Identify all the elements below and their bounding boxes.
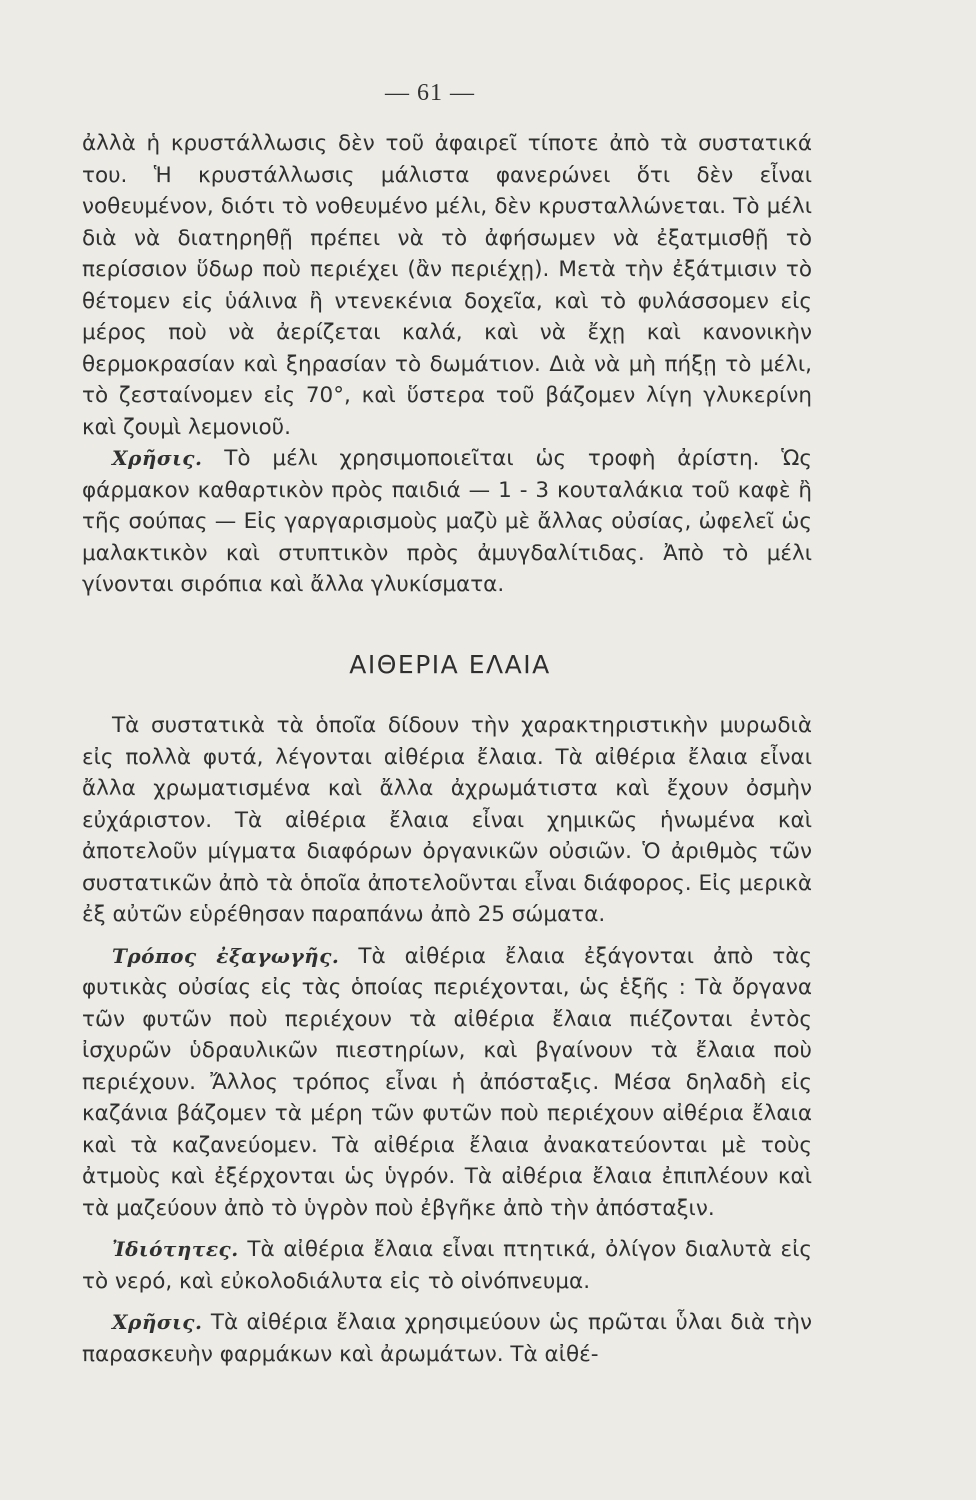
essential-oils-section — [82, 710, 812, 1370]
oils-uses-label: Χρῆσις. — [112, 1310, 203, 1334]
page-number: — 61 — — [385, 80, 475, 106]
essential-oils-intro: Τὰ συστατικὰ τὰ ὁποῖα δίδουν τὴν χαρακτηριστικὴν μυρωδιὰ εἰς πολλὰ φυτά, λέγονται αἰθέρια ἔλαια. Τὰ αἰθέρια ἔλαια εἶναι ἄλλα χρωματισμένα καὶ ἄλλα ἀχρωμάτιστα καὶ ἔχουν ὀσμὴν εὐχάριστον. Τὰ αἰθέρια ἔλαια εἶναι χημικῶς ἡνωμένα καὶ ἀποτελοῦν μίγματα διαφόρων ὀργανικῶν οὐσιῶν. Ὁ ἀριθμὸς τῶν συστατικῶν ἀπὸ τὰ ὁποῖα ἀποτελοῦνται εἶναι διάφορος. Εἰς μερικὰ ἐξ αὐτῶν εὑρέθησαν παραπάνω ἀπὸ 25 σώματα. — [82, 713, 812, 927]
section-heading-essential-oils: ΑΙΘΕΡΙΑ ΕΛΑΙΑ — [349, 650, 551, 679]
extraction-text: Τὰ αἰθέρια ἔλαια ἐξάγονται ἀπὸ τὰς φυτικὰς οὐσίας εἰς τὰς ὁποίας περιέχονται, ὡς ἑξῆς : Τὰ ὄργανα τῶν φυτῶν ποὺ περιέχουν τὰ αἰθέρια ἔλαια πιέζονται ἐντὸς ἰσχυρῶν ὑδραυλικῶν πιεστηρίων, καὶ βγαίνουν τὰ ἔλαια ποὺ περιέχουν. Ἄλλος τρόπος εἶναι ἡ ἀπόσταξις. Μέσα δηλαδὴ εἰς καζάνια βάζομεν τὰ μέρη τῶν φυτῶν ποὺ περιέχουν αἰθέρια ἔλαια καὶ τὰ καζανεύομεν. Τὰ αἰθέρια ἔλαια ἀνακατεύονται μὲ τοὺς ἀτμοὺς καὶ ἐξέρχονται ὡς ὑγρόν. Τὰ αἰθέρια ἔλαια ἐπιπλέουν καὶ τὰ μαζεύουν ἀπὸ τὸ ὑγρὸν ποὺ ἐβγῆκε ἀπὸ τὴν ἀπόσταξιν. — [82, 943, 812, 1221]
honey-uses-label: Χρῆσις. — [112, 446, 203, 470]
extraction-label: Τρόπος ἐξαγωγῆς. — [112, 943, 340, 968]
properties-label: Ἰδιότητες. — [112, 1237, 239, 1261]
honey-section — [82, 128, 812, 601]
honey-paragraph: ἀλλὰ ἡ κρυστάλλωσις δὲν τοῦ ἀφαιρεῖ τίποτε ἀπὸ τὰ συστατικά του. Ἡ κρυστάλλωσις μάλιστα φανερώνει ὅτι δὲν εἶναι νοθευμένον, διότι τὸ νοθευμένο μέλι, δὲν κρυσταλλώνεται. Τὸ μέλι διὰ νὰ διατηρηθῇ πρέπει νὰ τὸ ἀφήσωμεν νὰ ἐξατμισθῇ τὸ περίσσιον ὕδωρ ποὺ περιέχει (ἂν περιέχῃ). Μετὰ τὴν ἐξάτμισιν τὸ θέτομεν εἰς ὑάλινα ἢ ντενεκένια δοχεῖα, καὶ τὸ φυλάσσομεν εἰς μέρος ποὺ νὰ ἀερίζεται καλά, καὶ νὰ ἔχῃ καὶ κανονικὴν θερμοκρασίαν καὶ ξηρασίαν τὸ δωμάτιον. Διὰ νὰ μὴ πήξῃ τὸ μέλι, τὸ ζεσταίνομεν εἰς 70°, καὶ ὕστερα τοῦ βάζομεν λίγη γλυκερίνη καὶ ζουμὶ λεμονιοῦ. — [82, 131, 812, 440]
properties-text: Τὰ αἰθέρια ἔλαια εἶναι πτητικά, ὀλίγον διαλυτὰ εἰς τὸ νερό, καὶ εὐκολοδιάλυτα εἰς τὸ οἰνόπνευμα. — [82, 1237, 812, 1294]
extraction-paragraph — [82, 941, 812, 1225]
honey-uses-paragraph — [82, 443, 812, 601]
oils-uses-text: Τὰ αἰθέρια ἔλαια χρησιμεύουν ὡς πρῶται ὗλαι διὰ τὴν παρασκευὴν φαρμάκων καὶ ἀρωμάτων. Τὰ αἰθέ- — [82, 1310, 812, 1367]
oils-uses-paragraph — [82, 1307, 812, 1370]
properties-paragraph — [82, 1234, 812, 1297]
honey-uses-text: Τὸ μέλι χρησιμοποιεῖται ὡς τροφὴ ἀρίστη. Ὡς φάρμακον καθαρτικὸν πρὸς παιδιά — 1 - 3 κουταλάκια τοῦ καφὲ ἢ τῆς σούπας — Εἰς γαργαρισμοὺς μαζὺ μὲ ἄλλας οὐσίας, ὠφελεῖ ὡς μαλακτικὸν καὶ στυπτικὸν πρὸς ἀμυγδαλίτιδας. Ἀπὸ τὸ μέλι γίνονται σιρόπια καὶ ἄλλα γλυκίσματα. — [82, 446, 812, 597]
